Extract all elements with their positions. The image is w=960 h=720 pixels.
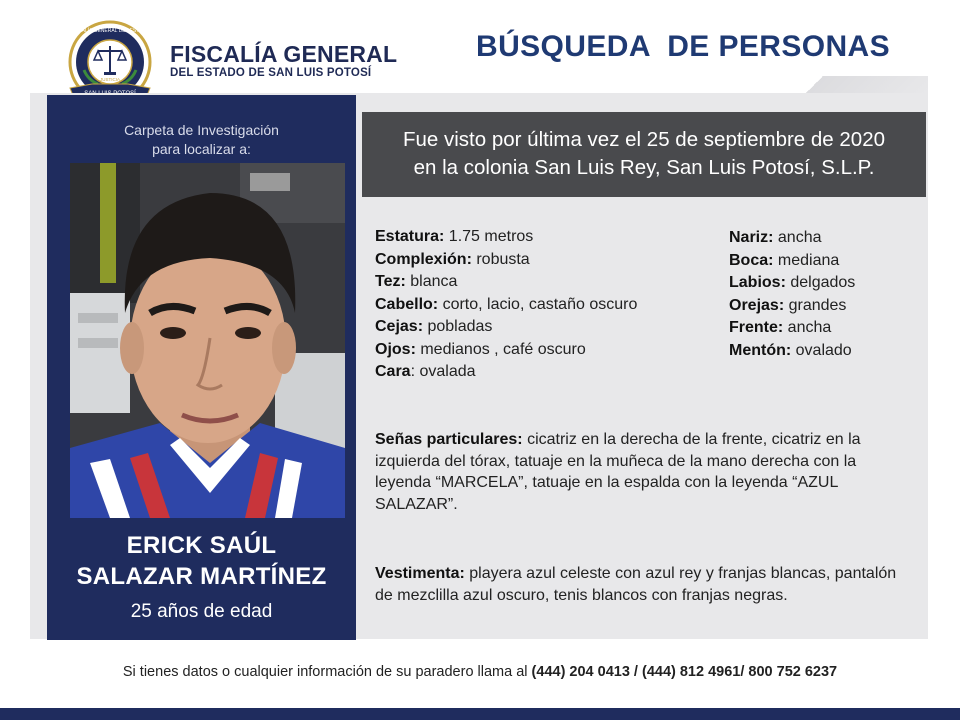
agency-name <box>170 42 397 80</box>
clothing-description <box>375 563 915 606</box>
trait-cabello <box>375 294 720 317</box>
distinguishing-marks <box>375 429 915 515</box>
trait-value: mediana <box>773 251 840 269</box>
trait-complexion <box>375 249 720 272</box>
page-title: BÚSQUEDA DE PERSONAS <box>476 30 891 63</box>
trait-label: Cara <box>375 363 411 380</box>
traits-list-right <box>729 227 919 362</box>
trait-estatura <box>375 226 720 249</box>
trait-value: ancha <box>783 319 832 336</box>
trait-value: corto, lacio, castaño oscuro <box>438 295 638 313</box>
distinguishing-marks-label: Señas particulares: <box>375 431 523 448</box>
trait-label: Orejas: <box>729 296 785 314</box>
trait-label: Tez: <box>375 273 406 290</box>
trait-value: robusta <box>471 250 530 268</box>
trait-label: Cejas: <box>375 318 424 335</box>
missing-person-photo <box>70 163 345 518</box>
trait-label: Estatura: <box>375 228 445 245</box>
seal-ring-text: FISCALÍA GENERAL DEL ESTADO <box>70 28 150 34</box>
distinguishing-marks-text: cicatriz en la derecha de la frente, cicatriz en la izquierda del tórax, tatuaje en la muñeca de la mano derecha con la leyenda “MARCELA”, tatuaje en la espalda con la leyenda “AZUL SALAZAR”. <box>375 431 866 513</box>
trait-value: medianos , café oscuro <box>415 340 586 358</box>
person-card <box>47 95 356 640</box>
trait-value: ovalado <box>791 341 852 359</box>
contact-footer <box>0 664 960 680</box>
trait-cejas <box>375 316 720 339</box>
trait-label: Labios: <box>729 274 786 291</box>
trait-value: : ovalada <box>410 363 476 380</box>
seal-motto-text: JUSTICIA <box>99 77 121 82</box>
trait-label: Boca: <box>729 251 774 269</box>
panel-fold-decoration <box>700 76 928 94</box>
last-seen-line2: en la colonia San Luis Rey, San Luis Potosí, S.L.P. <box>413 156 875 179</box>
trait-label: Cabello: <box>375 295 439 313</box>
trait-value: blanca <box>405 273 458 290</box>
clothing-label: Vestimenta: <box>375 565 465 582</box>
trait-value: 1.75 metros <box>444 228 534 245</box>
person-name-line2: SALAZAR MARTÍNEZ <box>76 563 327 590</box>
person-name <box>47 530 356 592</box>
trait-ojos <box>375 339 720 362</box>
trait-value: delgados <box>785 274 856 291</box>
traits-list-left <box>375 226 720 384</box>
trait-frente <box>729 317 919 340</box>
trait-labios <box>729 272 919 295</box>
card-label: Carpeta de Investigación para localizar a: <box>124 122 279 157</box>
trait-cara <box>375 361 720 384</box>
clothing-text: playera azul celeste con azul rey y franjas blancas, pantalón de mezclilla azul oscuro, tenis blancos con franjas negras. <box>375 565 901 604</box>
person-name-line1: ERICK SAÚL <box>126 532 277 559</box>
trait-label: Nariz: <box>729 229 774 246</box>
agency-name-line1: FISCALÍA GENERAL <box>170 41 398 67</box>
agency-name-line2: DEL ESTADO DE SAN LUIS POTOSÍ <box>170 67 372 79</box>
trait-menton <box>729 340 919 363</box>
trait-tez <box>375 271 720 294</box>
trait-label: Ojos: <box>375 340 416 358</box>
contact-phones: (444) 204 0413 / (444) 812 4961/ 800 752 6237 <box>531 664 838 680</box>
trait-nariz <box>729 227 919 250</box>
trait-orejas <box>729 295 919 318</box>
trait-boca <box>729 250 919 273</box>
contact-text: Si tienes datos o cualquier información de su paradero llama al <box>122 664 532 680</box>
person-age: 25 años de edad <box>130 601 273 622</box>
trait-label: Complexión: <box>375 250 472 268</box>
trait-label: Frente: <box>729 319 784 336</box>
trait-value: ancha <box>773 229 822 246</box>
trait-value: pobladas <box>423 318 493 335</box>
bottom-bar <box>0 708 960 720</box>
last-seen-box <box>362 112 926 197</box>
last-seen-line1: Fue visto por última vez el 25 de septiembre de 2020 <box>402 128 886 151</box>
trait-label: Mentón: <box>729 341 792 359</box>
trait-value: grandes <box>784 296 847 314</box>
